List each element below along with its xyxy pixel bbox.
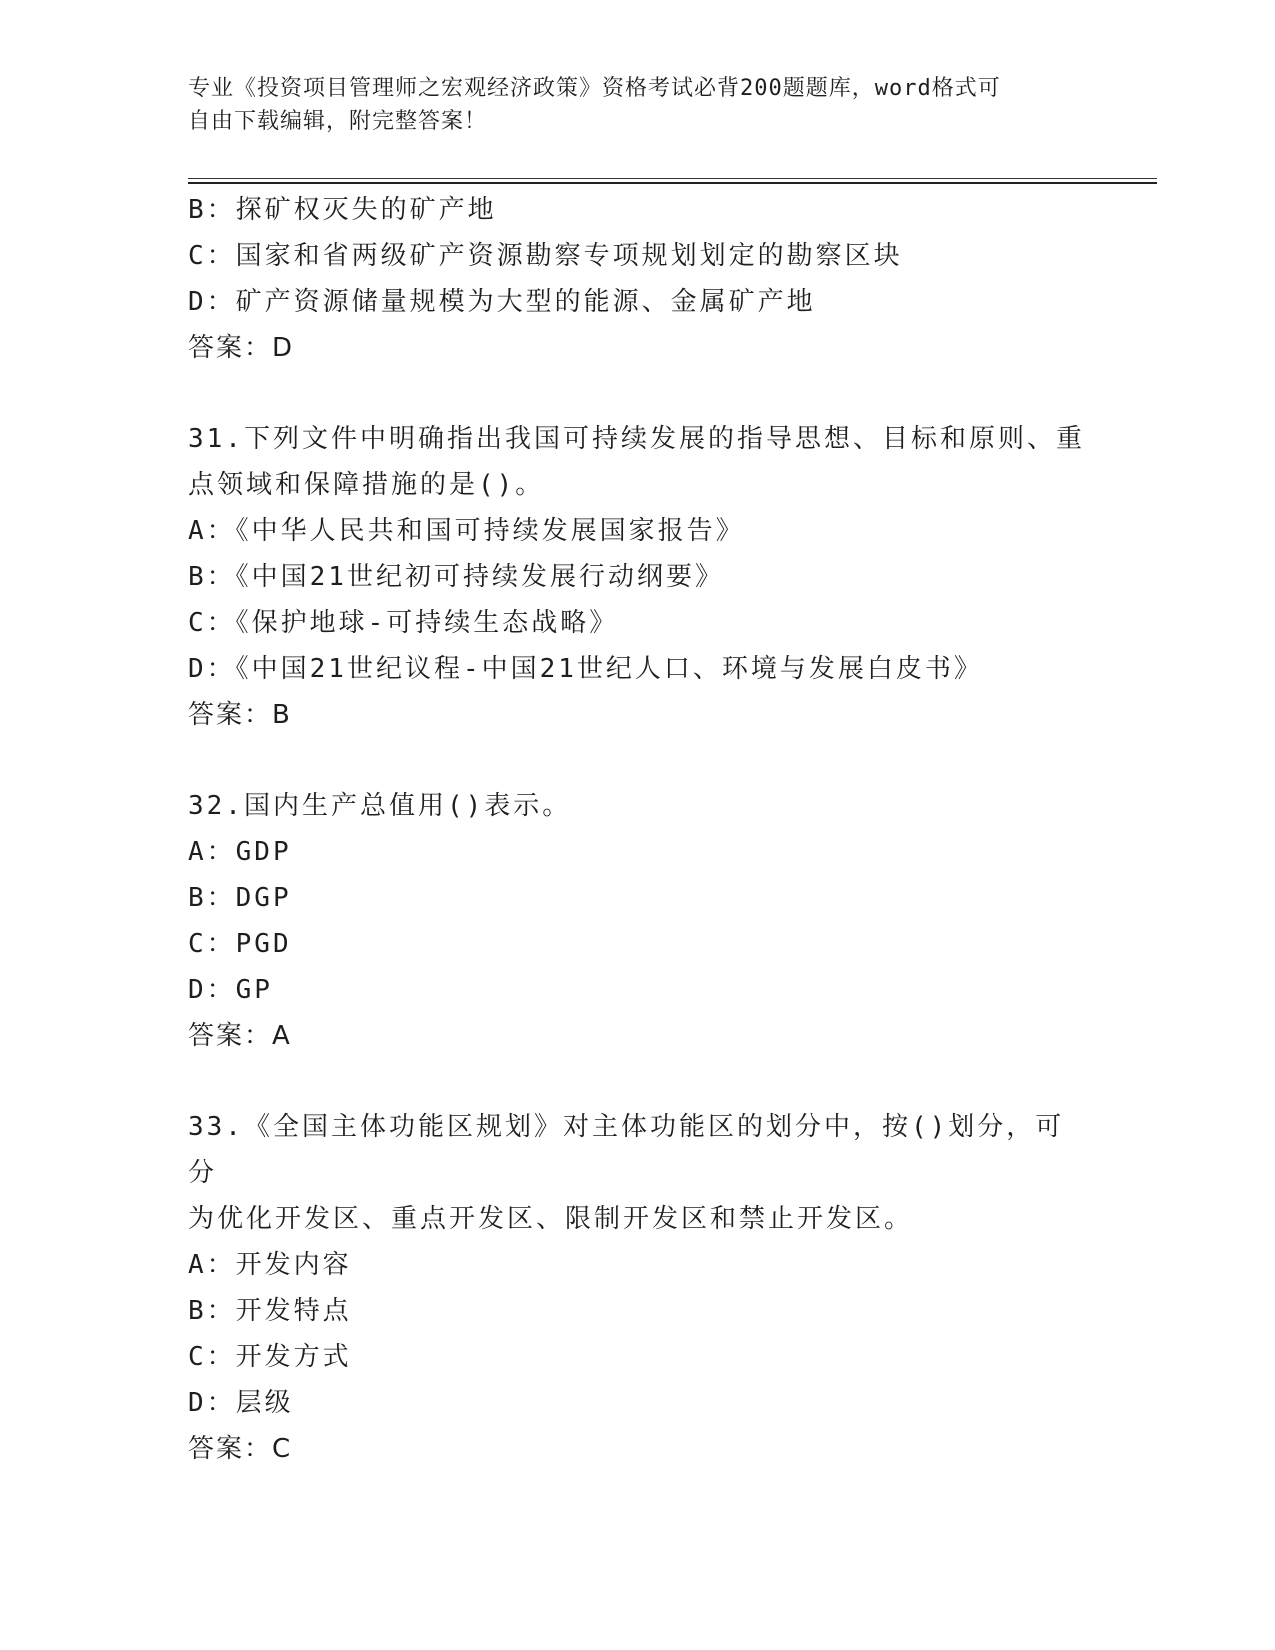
option-b: B：探矿权灭失的矿产地 — [188, 195, 497, 225]
option-d: D：GP — [188, 975, 273, 1005]
header-divider-thick — [188, 182, 1157, 184]
option-c: C：PGD — [188, 929, 292, 959]
option-a: A：GDP — [188, 837, 292, 867]
option-b: B：DGP — [188, 883, 292, 913]
header-line-1: 专业《投资项目管理师之宏观经济政策》资格考试必背200题题库，word格式可 — [188, 76, 1001, 101]
question-32 — [188, 783, 1088, 1059]
header-divider-thin — [188, 178, 1157, 179]
answer: 答案：B — [188, 700, 292, 730]
question-30 — [188, 187, 1088, 371]
question-33 — [188, 1104, 1088, 1472]
option-a: A：《中华人民共和国可持续发展国家报告》 — [188, 516, 745, 546]
answer: 答案：D — [188, 333, 295, 363]
option-b: B：《中国21世纪初可持续发展行动纲要》 — [188, 562, 724, 592]
answer: 答案：C — [188, 1434, 293, 1464]
option-a: A：开发内容 — [188, 1250, 352, 1280]
answer: 答案：A — [188, 1021, 292, 1051]
question-stem-line-2: 点领域和保障措施的是()。 — [188, 470, 545, 500]
option-c: C：开发方式 — [188, 1342, 352, 1372]
option-b: B：开发特点 — [188, 1296, 352, 1326]
option-d: D：矿产资源储量规模为大型的能源、金属矿产地 — [188, 287, 816, 317]
option-c: C：国家和省两级矿产资源勘察专项规划划定的勘察区块 — [188, 241, 903, 271]
question-stem-line-1: 31.下列文件中明确指出我国可持续发展的指导思想、目标和原则、重 — [188, 424, 1085, 454]
question-stem-line-2: 为优化开发区、重点开发区、限制开发区和禁止开发区。 — [188, 1204, 914, 1234]
question-31 — [188, 416, 1088, 738]
option-c: C：《保护地球-可持续生态战略》 — [188, 608, 619, 638]
header-line-2: 自由下载编辑，附完整答案！ — [188, 109, 488, 134]
question-stem-line-1: 32.国内生产总值用()表示。 — [188, 791, 572, 821]
question-stem-line-1: 33.《全国主体功能区规划》对主体功能区的划分中，按()划分，可分 — [188, 1112, 1065, 1188]
question-list — [188, 187, 1088, 1472]
option-d: D：《中国21世纪议程-中国21世纪人口、环境与发展白皮书》 — [188, 654, 983, 684]
option-d: D：层级 — [188, 1388, 294, 1418]
document-header — [188, 72, 1088, 138]
